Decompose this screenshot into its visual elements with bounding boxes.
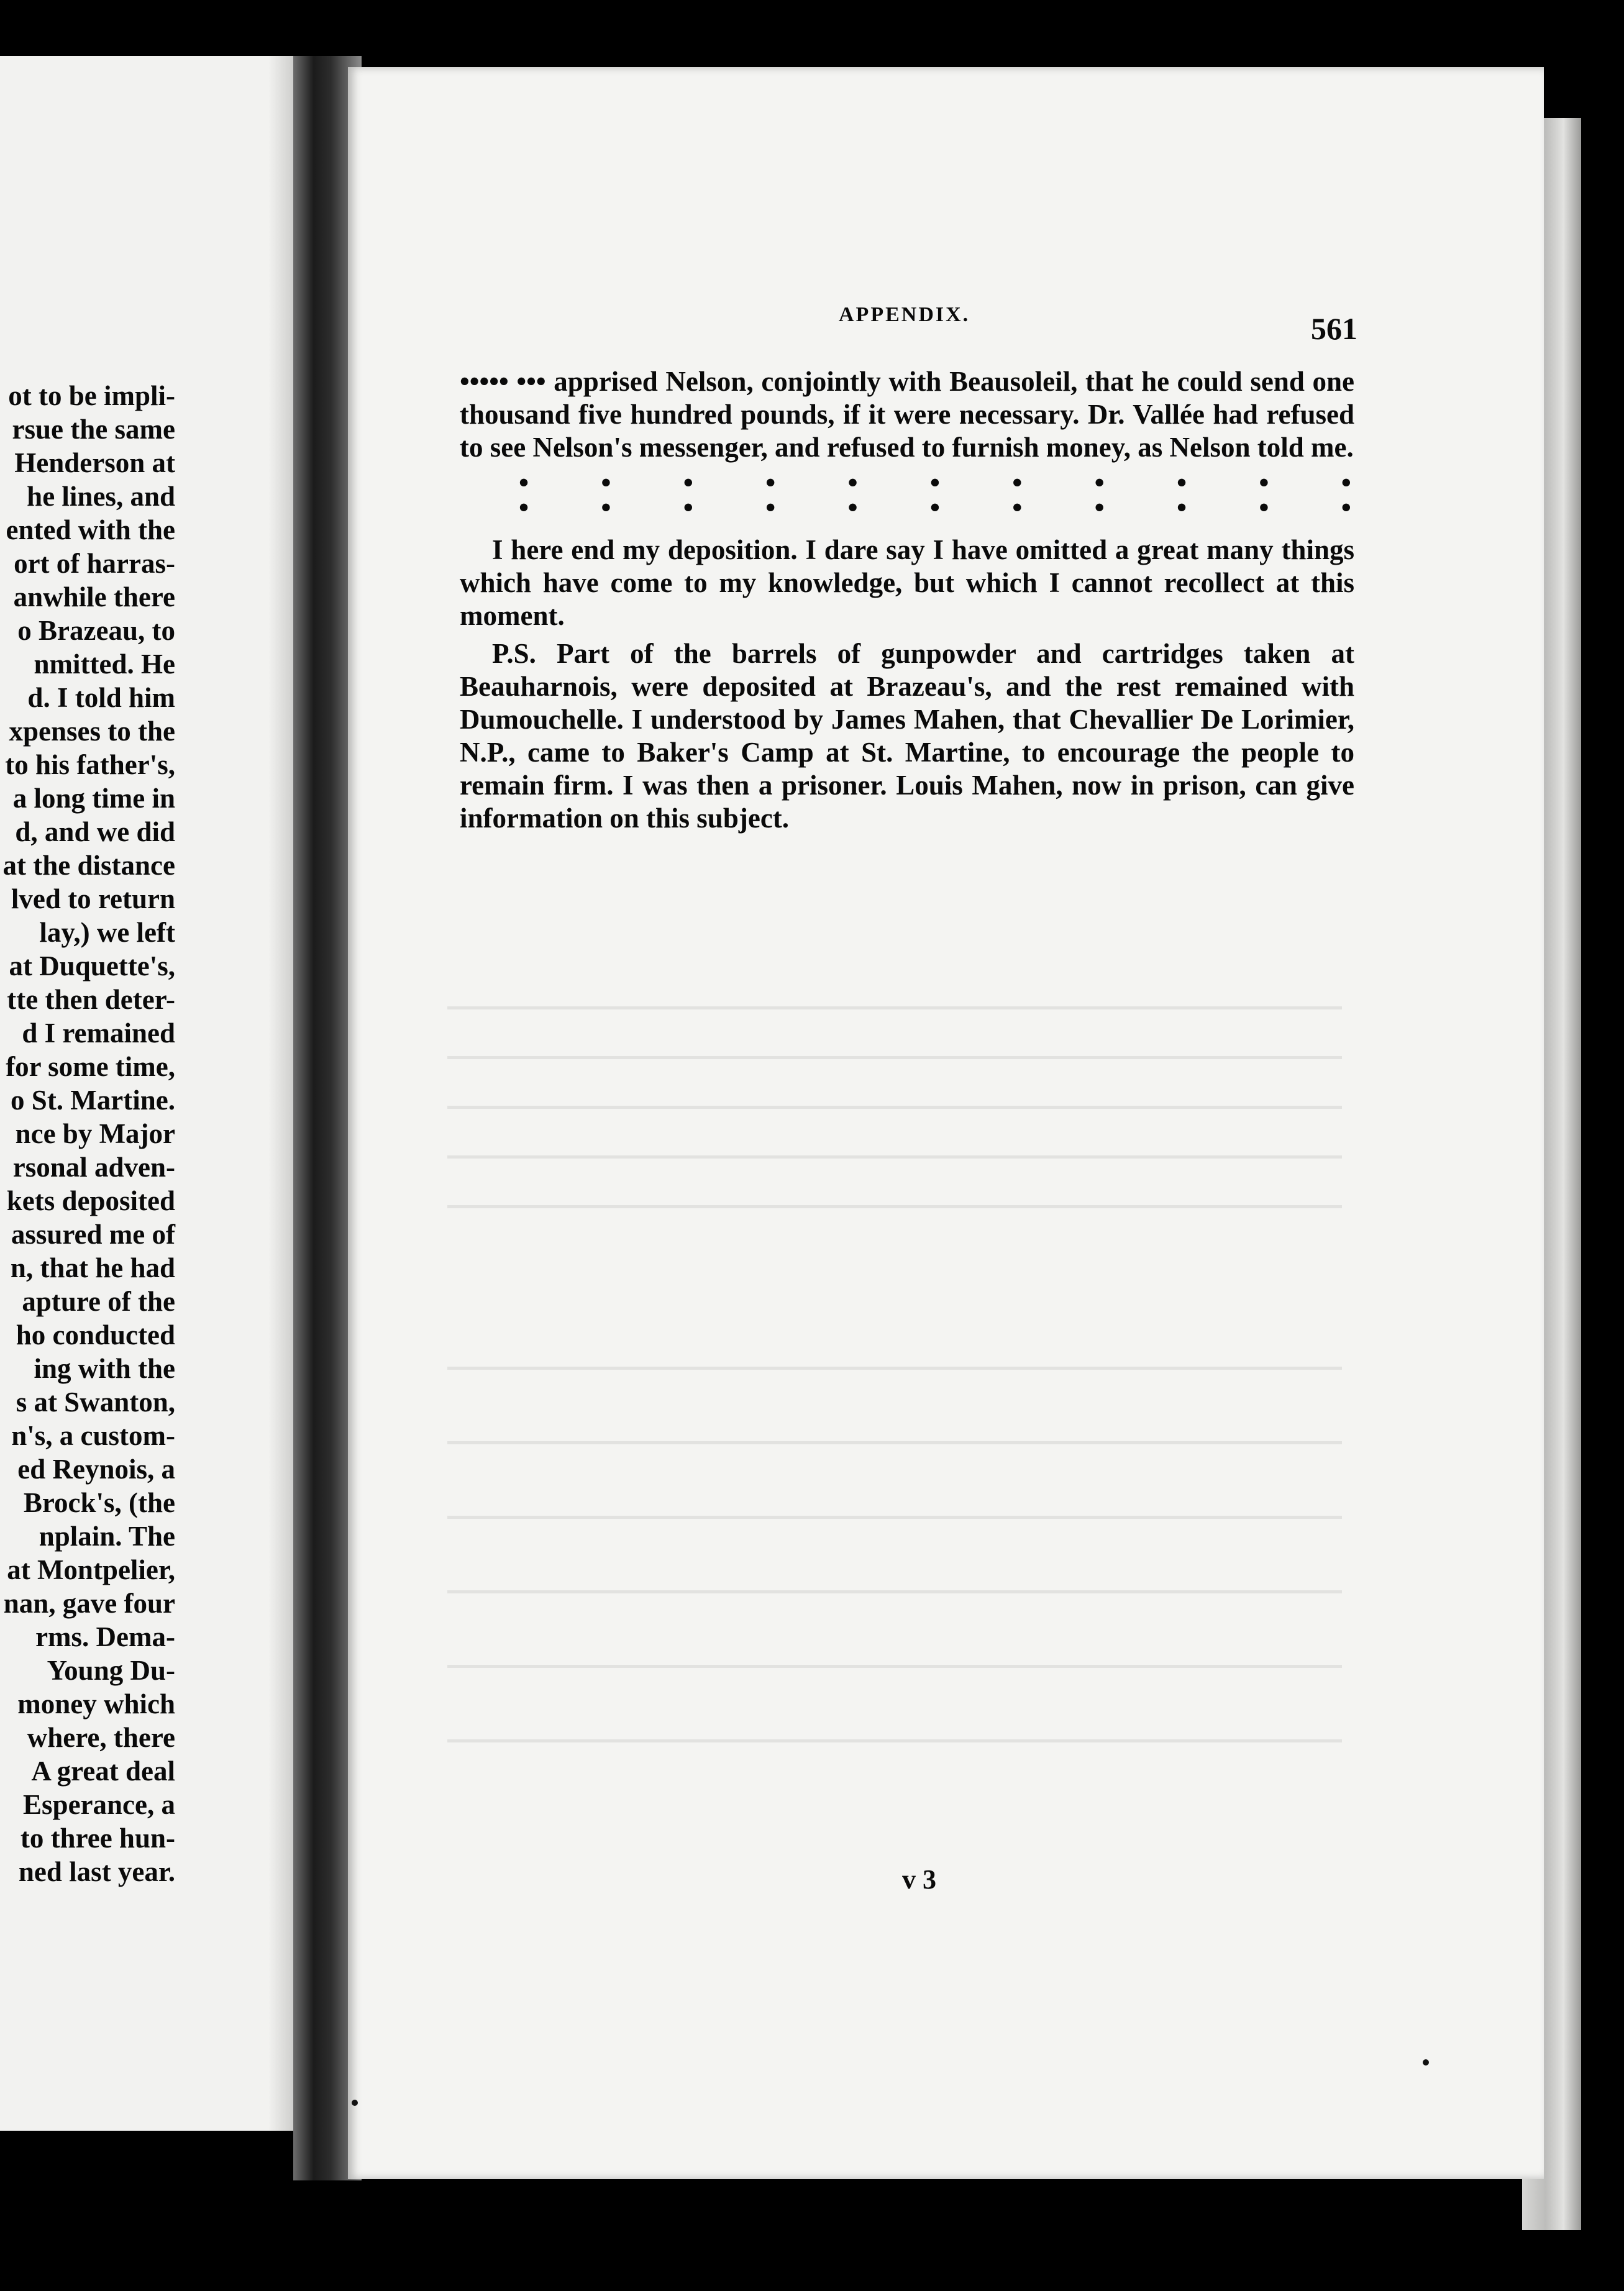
left-page-line: to his father's, xyxy=(5,749,175,780)
bleed-through-line xyxy=(447,1106,1342,1109)
left-page-line: at Montpelier, xyxy=(7,1554,175,1585)
left-page-line: Brock's, (the xyxy=(23,1487,175,1518)
left-page-line: d I remained xyxy=(22,1018,175,1049)
left-page-line: at Duquette's, xyxy=(9,950,175,982)
paragraph-3: P.S. Part of the barrels of gunpowder and cartridges taken at Beauharnois, were deposited at Brazeau's, and the rest remained with Dumouchelle. I understood by James Mahen, that Chevallier De Lorimier, N.P., came to Baker's Camp at St. Martine, to encourage the people to remain firm. I was then a prisoner. Louis Mahen, now in prison, can give information on this subject. xyxy=(460,638,1354,834)
left-page-line: ed Reynois, a xyxy=(17,1454,175,1485)
left-page-line: ented with the xyxy=(6,514,175,545)
bleed-through-line xyxy=(447,1155,1342,1159)
left-page-line: anwhile there xyxy=(13,581,175,613)
dot: • xyxy=(1094,467,1105,498)
dot: • xyxy=(1177,491,1187,523)
bleed-through-line xyxy=(447,1205,1342,1208)
left-page-line: at the distance xyxy=(2,850,175,881)
left-page-line: rsonal adven- xyxy=(12,1152,175,1183)
left-page-line: ort of harras- xyxy=(14,548,175,579)
left-page-line: o Brazeau, to xyxy=(17,615,175,646)
dot-row xyxy=(519,491,1351,523)
ellipsis-dots xyxy=(460,467,1354,523)
left-page-line: nan, gave four xyxy=(3,1588,175,1619)
left-page-line: A great deal xyxy=(31,1756,175,1787)
paragraph-2: I here end my deposition. I dare say I have omitted a great many things which have come to my knowledge, but which I cannot recollect at this moment. xyxy=(460,534,1354,631)
left-page-line: Young Du- xyxy=(47,1655,175,1686)
dot: • xyxy=(683,491,693,523)
dot: • xyxy=(847,467,858,498)
left-page-line: lved to return xyxy=(11,883,175,914)
signature-mark: v 3 xyxy=(902,1864,936,1895)
left-page-line: lay,) we left xyxy=(39,917,175,948)
bleed-through-line xyxy=(447,1590,1342,1593)
left-page-line: ho conducted xyxy=(16,1319,175,1350)
dot: • xyxy=(519,491,529,523)
left-page-line: nplain. The xyxy=(39,1521,175,1552)
left-page-line: tte then deter- xyxy=(7,984,175,1015)
dot: • xyxy=(1259,467,1269,498)
dot: • xyxy=(1341,467,1351,498)
bleed-through-line xyxy=(447,1441,1342,1444)
dot: • xyxy=(1177,467,1187,498)
dot: • xyxy=(519,467,529,498)
left-page-line: s at Swanton, xyxy=(16,1387,175,1418)
left-page-line: apture of the xyxy=(22,1286,175,1317)
dot: • xyxy=(601,467,611,498)
left-page-line: rsue the same xyxy=(12,414,175,445)
bleed-through-line xyxy=(447,1665,1342,1668)
bleed-through-line xyxy=(447,1739,1342,1742)
left-page-line: ned last year. xyxy=(18,1856,175,1887)
dot: • xyxy=(929,467,940,498)
left-page-line: nmitted. He xyxy=(34,649,175,680)
left-page-line: d, and we did xyxy=(15,816,175,847)
left-page-line: ot to be impli- xyxy=(8,380,175,411)
left-facing-page xyxy=(0,56,293,2131)
left-page-line: o St. Martine. xyxy=(11,1085,175,1116)
ink-speck xyxy=(1423,2059,1429,2066)
left-page-line: assured me of xyxy=(11,1219,175,1250)
body-text xyxy=(460,365,1354,835)
dot: • xyxy=(683,467,693,498)
dot: • xyxy=(765,491,776,523)
left-page-line: he lines, and xyxy=(27,481,175,512)
ink-speck xyxy=(352,2100,358,2106)
running-head: APPENDIX. xyxy=(839,303,970,326)
dot: • xyxy=(765,467,776,498)
page-number: 561 xyxy=(1311,311,1357,346)
left-page-line: n's, a custom- xyxy=(11,1420,175,1451)
bleed-through-line xyxy=(447,1516,1342,1519)
dot: • xyxy=(1341,491,1351,523)
bleed-through-line xyxy=(447,1367,1342,1370)
left-page-text xyxy=(3,379,175,1888)
bleed-through-line xyxy=(447,1006,1342,1009)
dot: • xyxy=(1012,467,1023,498)
paragraph-1: ••••• ••• apprised Nelson, conjointly with Beausoleil, that he could send one thousand five hundred pounds, if it were necessary. Dr. Vallée had refused to see Nelson's messenger, and refused to furnish money, as Nelson told me. xyxy=(460,366,1354,463)
left-page-line: xpenses to the xyxy=(9,716,175,747)
bleed-through-line xyxy=(447,1056,1342,1059)
dot: • xyxy=(847,491,858,523)
left-page-line: kets deposited xyxy=(6,1185,175,1216)
dot: • xyxy=(1259,491,1269,523)
left-page-line: Henderson at xyxy=(14,447,175,478)
dot: • xyxy=(1094,491,1105,523)
left-page-line: n, that he had xyxy=(10,1252,175,1283)
left-page-line: a long time in xyxy=(12,783,175,814)
left-page-edge-shadow xyxy=(268,56,293,2131)
dot: • xyxy=(1012,491,1023,523)
left-page-line: money which xyxy=(17,1688,175,1719)
left-page-line: d. I told him xyxy=(27,682,175,713)
dot: • xyxy=(601,491,611,523)
dot: • xyxy=(929,491,940,523)
left-page-line: where, there xyxy=(27,1722,175,1753)
left-page-line: Esperance, a xyxy=(23,1789,175,1820)
left-page-line: nce by Major xyxy=(15,1118,175,1149)
left-page-line: for some time, xyxy=(6,1051,175,1082)
left-page-line: rms. Dema- xyxy=(35,1621,175,1652)
left-page-line: to three hun- xyxy=(20,1823,175,1854)
left-page-line: ing with the xyxy=(34,1353,175,1384)
